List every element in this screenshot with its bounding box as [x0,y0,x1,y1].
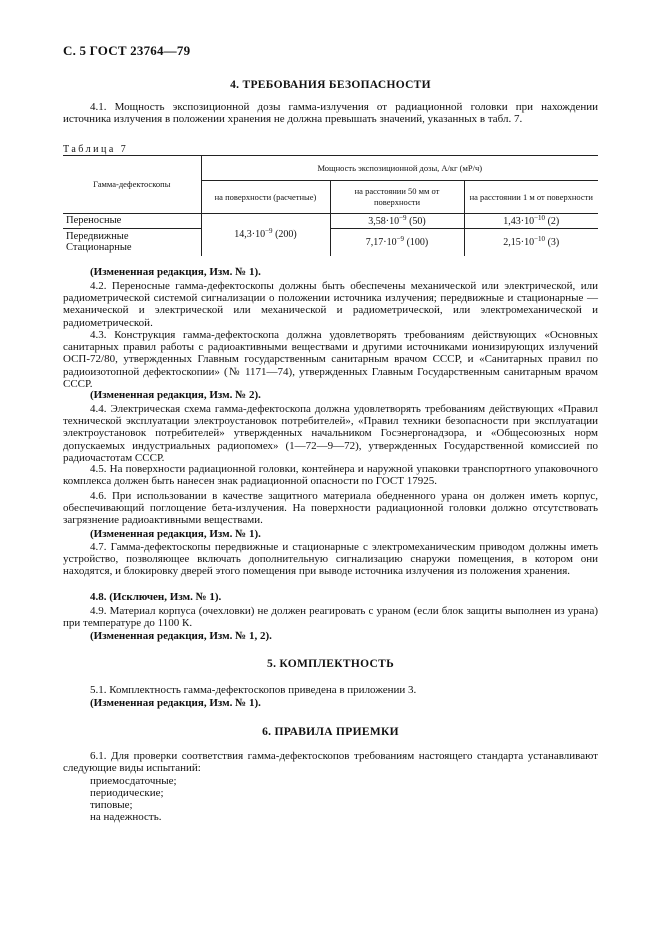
table-cell-mobile-50mm: $7,17\cdot 10^{-9}$ (100) [330,229,464,256]
table-cell-mobile-1m: $2,15\cdot 10^{-10}$ (3) [464,229,598,256]
table-cell-portable-50mm: $3,58\cdot 10^{-9}$ (50) [330,214,464,229]
paragraph-4-3: 4.3. Конструкция гамма-дефектоскопа должна удовлетворять требованиям действующих «Основных санитарных правил работы с радиоактивными веществами и другими источниками ионизирующих излучений ОСП-72/80, утвержденных Главным государственным санитарным врачом СССР, и «Санитарных правил по радиоизотопной дефектоскопии» (№ 1171—74), утвержденных Главным Государственным санитарным врачом СССР. [63,329,598,390]
table-header-surface: на поверхности (расчетные) [201,181,330,214]
list-item: периодические; [90,787,164,799]
section-6-title: 6. ПРАВИЛА ПРИЕМКИ [262,726,399,738]
list-item: приемосдаточные; [90,775,177,787]
paragraph-4-6: 4.6. При использовании в качестве защитного материала обедненного урана он должен иметь корпус, обеспечивающий поглощение бета-излучения. На поверхности радиационной головки должно отсутствовать загрязнение радиоактивными веществами. [63,490,598,527]
table-header-gamma: Гамма-дефектоскопы [63,156,201,214]
table-cell-surface: $14,3\cdot 10^{-9}$ (200) [201,214,330,256]
table-header-1m: на расстоянии 1 м от поверхности [464,181,598,214]
page-header: С. 5 ГОСТ 23764—79 [63,43,191,58]
table-7 [63,155,598,256]
table-row-label-mobile-stationary: Передвижные Стационарные [63,229,201,256]
list-item: типовые; [90,799,133,811]
amendment-note: (Измененная редакция, Изм. № 1). [90,266,261,278]
amendment-note: (Измененная редакция, Изм. № 1). [90,528,261,540]
table-header-50mm: на расстоянии 50 мм от поверхности [330,181,464,214]
amendment-note: (Измененная редакция, Изм. № 2). [90,389,261,401]
paragraph-4-4: 4.4. Электрическая схема гамма-дефектоскопа должна удовлетворять требованиям действующих «Правил технической эксплуатации электроустановок потребителей», «Правил техники безопасности при эксплуатации электроустановок потребителей» утвержденных начальником Госэнергонадзора, и «Общесоюзных норм допускаемых индустриальных радиопомех» (1—72—9—72), утвержденных Государственной комиссией по радиочастотам СССР. [63,403,598,464]
paragraph-6-1: 6.1. Для проверки соответствия гамма-дефектоскопов требованиям настоящего стандарта устанавливают следующие виды испытаний: [63,750,598,775]
section-4-title: 4. ТРЕБОВАНИЯ БЕЗОПАСНОСТИ [230,79,431,91]
paragraph-4-2: 4.2. Переносные гамма-дефектоскопы должны быть обеспечены механической или электрической, или радиометрической системой сигнализации о положении источника излучения; передвижные и стационарные — механической и электрической или механической и радиометрической, или электромеханической и радиометрической. [63,280,598,329]
list-item: на надежность. [90,811,162,823]
paragraph-4-1: 4.1. Мощность экспозиционной дозы гамма-излучения от радиационной головки при нахождении источника излучения в положении хранения не должна превышать значений, указанных в табл. 7. [63,101,598,126]
paragraph-4-5: 4.5. На поверхности радиационной головки, контейнера и наружной упаковки транспортного упаковочного комплекса должен быть нанесен знак радиационной опасности по ГОСТ 17925. [63,463,598,488]
section-5-title: 5. КОМПЛЕКТНОСТЬ [267,658,394,670]
amendment-note: (Измененная редакция, Изм. № 1). [90,697,261,709]
table-row-label-portable: Переносные [63,214,201,229]
paragraph-5-1: 5.1. Комплектность гамма-дефектоскопов приведена в приложении 3. [90,684,417,696]
table-7-caption: Таблица 7 [63,144,129,155]
table-header-dose-rate: Мощность экспозиционной дозы, А/кг (мР/ч) [201,156,598,181]
table-cell-portable-1m: $1,43\cdot 10^{-10}$ (2) [464,214,598,229]
paragraph-4-8: 4.8. (Исключен, Изм. № 1). [90,591,222,603]
amendment-note: (Измененная редакция, Изм. № 1, 2). [90,630,272,642]
paragraph-4-7: 4.7. Гамма-дефектоскопы передвижные и стационарные с электромеханическим приводом должны иметь устройство, позволяющее включать дополнительную сигнализацию снаружи помещения, в котором они находятся, и блокировку дверей этого помещения при выводе источника излучения из положения хранения. [63,541,598,578]
paragraph-4-9: 4.9. Материал корпуса (очехловки) не должен реагировать с ураном (если блок защиты выполнен из урана) при температуре до 1100 К. [63,605,598,630]
